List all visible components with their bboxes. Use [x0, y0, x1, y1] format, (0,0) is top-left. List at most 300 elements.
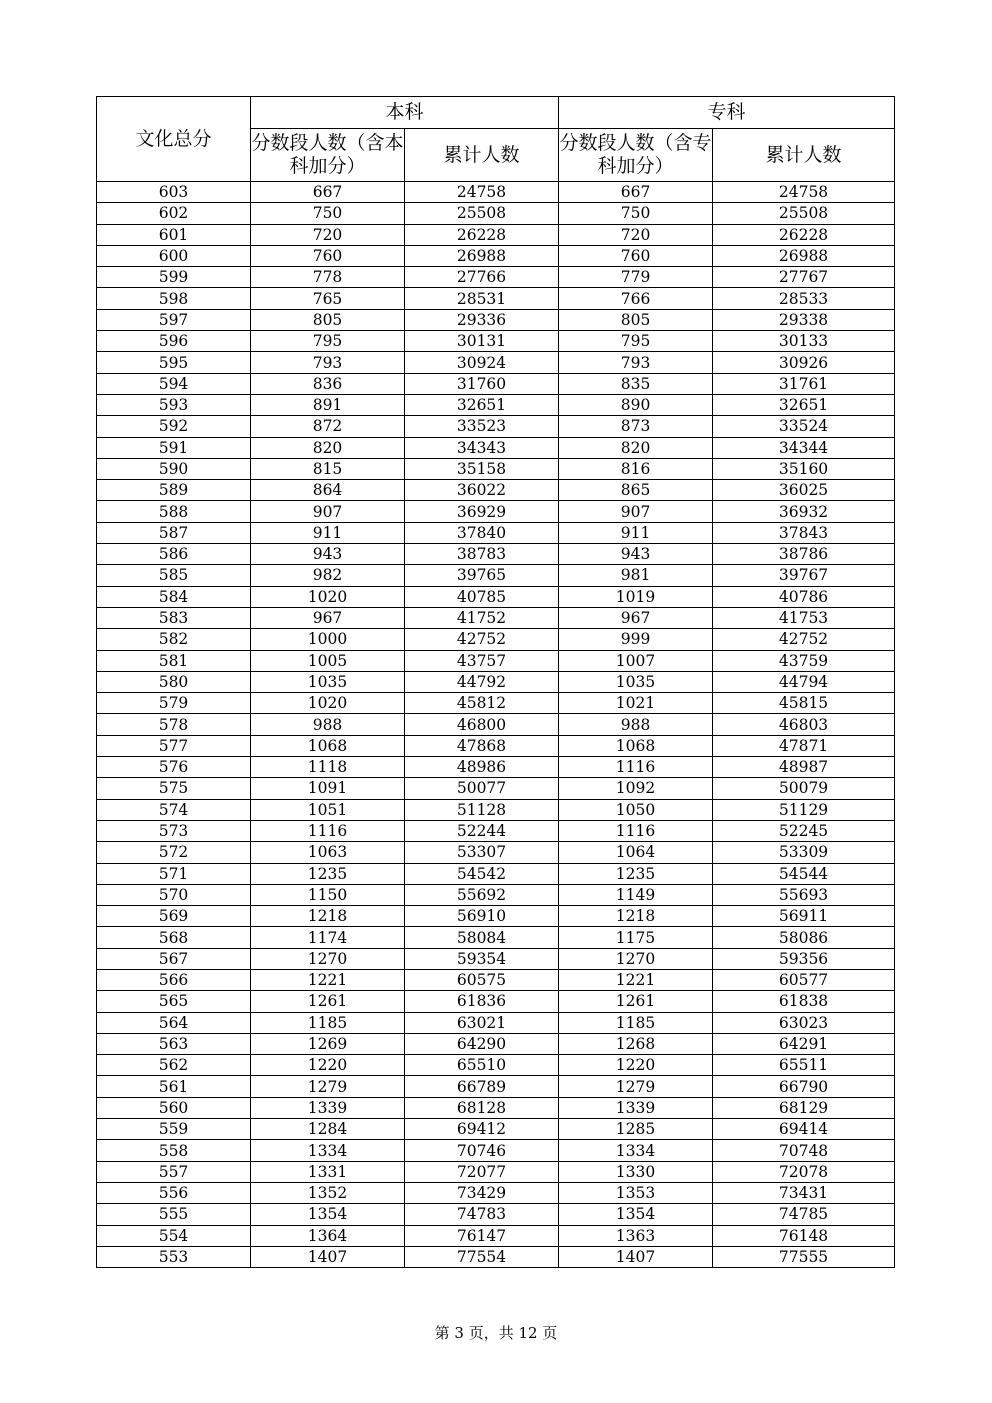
cell-undergrad-cumulative: 59354 — [405, 948, 559, 969]
cell-undergrad-segment: 911 — [251, 522, 405, 543]
cell-junior-segment: 750 — [559, 203, 713, 224]
cell-score: 557 — [97, 1161, 251, 1182]
cell-undergrad-segment: 778 — [251, 267, 405, 288]
cell-score: 598 — [97, 288, 251, 309]
cell-junior-cumulative: 43759 — [713, 650, 895, 671]
table-row — [97, 437, 895, 458]
cell-junior-segment: 793 — [559, 352, 713, 373]
cell-junior-segment: 1261 — [559, 991, 713, 1012]
cell-junior-cumulative: 55693 — [713, 884, 895, 905]
cell-junior-cumulative: 66790 — [713, 1076, 895, 1097]
cell-junior-segment: 816 — [559, 458, 713, 479]
cell-undergrad-segment: 765 — [251, 288, 405, 309]
cell-undergrad-segment: 1005 — [251, 650, 405, 671]
cell-score: 586 — [97, 544, 251, 565]
table-row — [97, 863, 895, 884]
cell-undergrad-segment: 1150 — [251, 884, 405, 905]
cell-junior-cumulative: 64291 — [713, 1033, 895, 1054]
cell-junior-cumulative: 76148 — [713, 1225, 895, 1246]
cell-junior-segment: 988 — [559, 714, 713, 735]
cell-junior-segment: 907 — [559, 501, 713, 522]
cell-junior-segment: 1270 — [559, 948, 713, 969]
cell-junior-cumulative: 35160 — [713, 458, 895, 479]
cell-junior-segment: 667 — [559, 182, 713, 203]
cell-score: 594 — [97, 373, 251, 394]
cell-junior-segment: 873 — [559, 416, 713, 437]
cell-junior-cumulative: 45815 — [713, 693, 895, 714]
cell-undergrad-cumulative: 56910 — [405, 906, 559, 927]
cell-junior-cumulative: 25508 — [713, 203, 895, 224]
cell-junior-cumulative: 59356 — [713, 948, 895, 969]
cell-junior-cumulative: 69414 — [713, 1119, 895, 1140]
table-row — [97, 671, 895, 692]
cell-undergrad-segment: 1220 — [251, 1055, 405, 1076]
table-row — [97, 565, 895, 586]
table-row — [97, 373, 895, 394]
cell-junior-cumulative: 31761 — [713, 373, 895, 394]
cell-junior-cumulative: 65511 — [713, 1055, 895, 1076]
table-row — [97, 884, 895, 905]
cell-undergrad-segment: 795 — [251, 331, 405, 352]
cell-junior-segment: 1050 — [559, 799, 713, 820]
cell-undergrad-segment: 1000 — [251, 629, 405, 650]
table-row — [97, 842, 895, 863]
cell-undergrad-cumulative: 38783 — [405, 544, 559, 565]
cell-score: 575 — [97, 778, 251, 799]
table-row — [97, 331, 895, 352]
cell-undergrad-segment: 1221 — [251, 969, 405, 990]
cell-junior-segment: 890 — [559, 394, 713, 415]
cell-junior-segment: 1064 — [559, 842, 713, 863]
cell-undergrad-segment: 1331 — [251, 1161, 405, 1182]
cell-score: 569 — [97, 906, 251, 927]
table-row — [97, 948, 895, 969]
cell-undergrad-segment: 864 — [251, 480, 405, 501]
cell-undergrad-segment: 1354 — [251, 1204, 405, 1225]
cell-junior-cumulative: 40786 — [713, 586, 895, 607]
cell-undergrad-segment: 1261 — [251, 991, 405, 1012]
cell-undergrad-cumulative: 34343 — [405, 437, 559, 458]
cell-junior-cumulative: 73431 — [713, 1182, 895, 1203]
cell-score: 601 — [97, 224, 251, 245]
cell-undergrad-cumulative: 40785 — [405, 586, 559, 607]
cell-junior-segment: 1175 — [559, 927, 713, 948]
cell-junior-segment: 805 — [559, 309, 713, 330]
cell-score: 581 — [97, 650, 251, 671]
cell-undergrad-segment: 1051 — [251, 799, 405, 820]
cell-undergrad-cumulative: 66789 — [405, 1076, 559, 1097]
table-row — [97, 650, 895, 671]
table-row — [97, 458, 895, 479]
cell-junior-segment: 820 — [559, 437, 713, 458]
table-row — [97, 757, 895, 778]
table-row — [97, 544, 895, 565]
cell-score: 580 — [97, 671, 251, 692]
cell-junior-segment: 943 — [559, 544, 713, 565]
cell-score: 578 — [97, 714, 251, 735]
cell-undergrad-cumulative: 24758 — [405, 182, 559, 203]
cell-junior-segment: 1149 — [559, 884, 713, 905]
cell-score: 563 — [97, 1033, 251, 1054]
table-row — [97, 288, 895, 309]
cell-junior-segment: 720 — [559, 224, 713, 245]
cell-junior-segment: 1334 — [559, 1140, 713, 1161]
cell-undergrad-cumulative: 26988 — [405, 245, 559, 266]
cell-score: 597 — [97, 309, 251, 330]
header-row-groups — [97, 97, 895, 129]
cell-undergrad-segment: 1270 — [251, 948, 405, 969]
cell-undergrad-segment: 1020 — [251, 586, 405, 607]
cell-junior-cumulative: 47871 — [713, 735, 895, 756]
cell-undergrad-segment: 1035 — [251, 671, 405, 692]
cell-junior-segment: 1353 — [559, 1182, 713, 1203]
cell-score: 603 — [97, 182, 251, 203]
header-junior-group: 专科 — [559, 97, 895, 129]
cell-junior-cumulative: 48987 — [713, 757, 895, 778]
cell-undergrad-cumulative: 28531 — [405, 288, 559, 309]
cell-undergrad-cumulative: 41752 — [405, 607, 559, 628]
cell-undergrad-cumulative: 51128 — [405, 799, 559, 820]
cell-undergrad-segment: 1091 — [251, 778, 405, 799]
table-row — [97, 394, 895, 415]
cell-undergrad-segment: 988 — [251, 714, 405, 735]
cell-junior-segment: 835 — [559, 373, 713, 394]
table-row — [97, 267, 895, 288]
cell-undergrad-cumulative: 70746 — [405, 1140, 559, 1161]
cell-score: 593 — [97, 394, 251, 415]
cell-undergrad-segment: 1334 — [251, 1140, 405, 1161]
table-row — [97, 182, 895, 203]
cell-junior-segment: 795 — [559, 331, 713, 352]
cell-score: 589 — [97, 480, 251, 501]
cell-undergrad-cumulative: 60575 — [405, 969, 559, 990]
cell-score: 564 — [97, 1012, 251, 1033]
cell-score: 584 — [97, 586, 251, 607]
cell-undergrad-segment: 793 — [251, 352, 405, 373]
cell-undergrad-cumulative: 54542 — [405, 863, 559, 884]
table-row — [97, 1097, 895, 1118]
cell-undergrad-segment: 1116 — [251, 820, 405, 841]
cell-junior-cumulative: 30133 — [713, 331, 895, 352]
cell-undergrad-segment: 760 — [251, 245, 405, 266]
table-row — [97, 1012, 895, 1033]
cell-undergrad-cumulative: 48986 — [405, 757, 559, 778]
cell-junior-segment: 766 — [559, 288, 713, 309]
cell-junior-segment: 1330 — [559, 1161, 713, 1182]
cell-junior-segment: 1279 — [559, 1076, 713, 1097]
cell-score: 590 — [97, 458, 251, 479]
cell-undergrad-segment: 1068 — [251, 735, 405, 756]
header-undergrad-segment: 分数段人数（含本科加分） — [251, 129, 405, 182]
cell-undergrad-segment: 891 — [251, 394, 405, 415]
cell-undergrad-cumulative: 39765 — [405, 565, 559, 586]
cell-score: 570 — [97, 884, 251, 905]
cell-junior-segment: 865 — [559, 480, 713, 501]
cell-score: 574 — [97, 799, 251, 820]
cell-junior-segment: 981 — [559, 565, 713, 586]
cell-undergrad-segment: 1218 — [251, 906, 405, 927]
cell-score: 583 — [97, 607, 251, 628]
table-row — [97, 820, 895, 841]
cell-undergrad-segment: 872 — [251, 416, 405, 437]
cell-score: 591 — [97, 437, 251, 458]
table-row — [97, 416, 895, 437]
page-footer: 第 3 页，共 12 页 — [434, 1324, 558, 1342]
cell-junior-cumulative: 60577 — [713, 969, 895, 990]
cell-junior-cumulative: 37843 — [713, 522, 895, 543]
cell-junior-cumulative: 44794 — [713, 671, 895, 692]
cell-junior-segment: 1339 — [559, 1097, 713, 1118]
cell-score: 599 — [97, 267, 251, 288]
cell-junior-segment: 967 — [559, 607, 713, 628]
cell-score: 577 — [97, 735, 251, 756]
cell-undergrad-cumulative: 47868 — [405, 735, 559, 756]
cell-junior-cumulative: 77555 — [713, 1246, 895, 1267]
table-row — [97, 1225, 895, 1246]
header-junior-cumulative: 累计人数 — [713, 129, 895, 182]
cell-junior-segment: 1019 — [559, 586, 713, 607]
header-junior-segment: 分数段人数（含专科加分） — [559, 129, 713, 182]
cell-score: 576 — [97, 757, 251, 778]
cell-score: 562 — [97, 1055, 251, 1076]
cell-junior-cumulative: 26988 — [713, 245, 895, 266]
cell-undergrad-segment: 1185 — [251, 1012, 405, 1033]
cell-undergrad-segment: 1020 — [251, 693, 405, 714]
cell-junior-segment: 1035 — [559, 671, 713, 692]
cell-undergrad-segment: 667 — [251, 182, 405, 203]
cell-score: 585 — [97, 565, 251, 586]
cell-undergrad-segment: 1339 — [251, 1097, 405, 1118]
table-row — [97, 1076, 895, 1097]
cell-junior-cumulative: 26228 — [713, 224, 895, 245]
cell-undergrad-segment: 967 — [251, 607, 405, 628]
cell-undergrad-cumulative: 27766 — [405, 267, 559, 288]
table-row — [97, 778, 895, 799]
cell-junior-cumulative: 27767 — [713, 267, 895, 288]
cell-score: 565 — [97, 991, 251, 1012]
cell-junior-cumulative: 54544 — [713, 863, 895, 884]
cell-junior-cumulative: 56911 — [713, 906, 895, 927]
cell-junior-cumulative: 74785 — [713, 1204, 895, 1225]
cell-score: 600 — [97, 245, 251, 266]
cell-junior-cumulative: 58086 — [713, 927, 895, 948]
cell-junior-segment: 1116 — [559, 757, 713, 778]
cell-undergrad-cumulative: 36022 — [405, 480, 559, 501]
cell-undergrad-segment: 720 — [251, 224, 405, 245]
cell-undergrad-cumulative: 73429 — [405, 1182, 559, 1203]
cell-score: 555 — [97, 1204, 251, 1225]
cell-undergrad-cumulative: 35158 — [405, 458, 559, 479]
cell-undergrad-cumulative: 36929 — [405, 501, 559, 522]
cell-junior-cumulative: 61838 — [713, 991, 895, 1012]
cell-junior-cumulative: 72078 — [713, 1161, 895, 1182]
table-row — [97, 1055, 895, 1076]
cell-junior-cumulative: 34344 — [713, 437, 895, 458]
table-row — [97, 799, 895, 820]
cell-undergrad-cumulative: 30924 — [405, 352, 559, 373]
cell-undergrad-cumulative: 61836 — [405, 991, 559, 1012]
cell-undergrad-segment: 1364 — [251, 1225, 405, 1246]
cell-undergrad-segment: 1284 — [251, 1119, 405, 1140]
header-score: 文化总分 — [97, 97, 251, 182]
cell-undergrad-cumulative: 58084 — [405, 927, 559, 948]
cell-junior-cumulative: 28533 — [713, 288, 895, 309]
cell-junior-segment: 779 — [559, 267, 713, 288]
cell-undergrad-cumulative: 50077 — [405, 778, 559, 799]
table-row — [97, 245, 895, 266]
cell-junior-cumulative: 36025 — [713, 480, 895, 501]
cell-undergrad-cumulative: 25508 — [405, 203, 559, 224]
cell-undergrad-segment: 907 — [251, 501, 405, 522]
cell-junior-cumulative: 32651 — [713, 394, 895, 415]
table-row — [97, 522, 895, 543]
cell-score: 572 — [97, 842, 251, 863]
table-row — [97, 352, 895, 373]
table-row — [97, 203, 895, 224]
cell-undergrad-segment: 943 — [251, 544, 405, 565]
cell-junior-segment: 1407 — [559, 1246, 713, 1267]
cell-undergrad-cumulative: 76147 — [405, 1225, 559, 1246]
cell-undergrad-cumulative: 32651 — [405, 394, 559, 415]
cell-junior-cumulative: 52245 — [713, 820, 895, 841]
cell-score: 561 — [97, 1076, 251, 1097]
cell-undergrad-cumulative: 43757 — [405, 650, 559, 671]
cell-score: 587 — [97, 522, 251, 543]
cell-junior-segment: 1235 — [559, 863, 713, 884]
cell-junior-segment: 999 — [559, 629, 713, 650]
cell-undergrad-segment: 1407 — [251, 1246, 405, 1267]
cell-undergrad-cumulative: 29336 — [405, 309, 559, 330]
cell-undergrad-cumulative: 30131 — [405, 331, 559, 352]
cell-score: 596 — [97, 331, 251, 352]
table-row — [97, 1182, 895, 1203]
cell-score: 560 — [97, 1097, 251, 1118]
cell-score: 571 — [97, 863, 251, 884]
header-undergrad-group: 本科 — [251, 97, 559, 129]
cell-undergrad-cumulative: 63021 — [405, 1012, 559, 1033]
cell-junior-cumulative: 51129 — [713, 799, 895, 820]
cell-undergrad-segment: 1279 — [251, 1076, 405, 1097]
cell-junior-segment: 1354 — [559, 1204, 713, 1225]
cell-junior-cumulative: 70748 — [713, 1140, 895, 1161]
cell-undergrad-segment: 805 — [251, 309, 405, 330]
cell-score: 558 — [97, 1140, 251, 1161]
cell-junior-segment: 1268 — [559, 1033, 713, 1054]
cell-undergrad-cumulative: 55692 — [405, 884, 559, 905]
table-body — [97, 182, 895, 1268]
table-row — [97, 1140, 895, 1161]
cell-score: 582 — [97, 629, 251, 650]
table-row — [97, 906, 895, 927]
cell-score: 595 — [97, 352, 251, 373]
cell-undergrad-cumulative: 52244 — [405, 820, 559, 841]
cell-undergrad-cumulative: 46800 — [405, 714, 559, 735]
cell-undergrad-cumulative: 64290 — [405, 1033, 559, 1054]
cell-undergrad-segment: 815 — [251, 458, 405, 479]
cell-score: 559 — [97, 1119, 251, 1140]
cell-undergrad-cumulative: 74783 — [405, 1204, 559, 1225]
cell-score: 554 — [97, 1225, 251, 1246]
cell-undergrad-cumulative: 37840 — [405, 522, 559, 543]
cell-score: 602 — [97, 203, 251, 224]
cell-undergrad-cumulative: 45812 — [405, 693, 559, 714]
table-row — [97, 1246, 895, 1267]
cell-junior-segment: 1285 — [559, 1119, 713, 1140]
cell-undergrad-cumulative: 72077 — [405, 1161, 559, 1182]
cell-undergrad-segment: 750 — [251, 203, 405, 224]
cell-junior-cumulative: 39767 — [713, 565, 895, 586]
table-header — [97, 97, 895, 182]
cell-undergrad-segment: 1235 — [251, 863, 405, 884]
header-undergrad-cumulative: 累计人数 — [405, 129, 559, 182]
cell-undergrad-cumulative: 33523 — [405, 416, 559, 437]
cell-undergrad-cumulative: 77554 — [405, 1246, 559, 1267]
cell-junior-segment: 1220 — [559, 1055, 713, 1076]
cell-junior-cumulative: 38786 — [713, 544, 895, 565]
cell-junior-cumulative: 36932 — [713, 501, 895, 522]
cell-undergrad-segment: 1174 — [251, 927, 405, 948]
table-row — [97, 693, 895, 714]
cell-junior-segment: 1185 — [559, 1012, 713, 1033]
cell-undergrad-cumulative: 31760 — [405, 373, 559, 394]
cell-junior-segment: 1363 — [559, 1225, 713, 1246]
cell-score: 567 — [97, 948, 251, 969]
cell-junior-cumulative: 41753 — [713, 607, 895, 628]
table-row — [97, 927, 895, 948]
cell-undergrad-segment: 1269 — [251, 1033, 405, 1054]
cell-junior-segment: 1218 — [559, 906, 713, 927]
table-row — [97, 480, 895, 501]
cell-junior-cumulative: 24758 — [713, 182, 895, 203]
cell-junior-cumulative: 30926 — [713, 352, 895, 373]
table-row — [97, 629, 895, 650]
table-row — [97, 969, 895, 990]
cell-undergrad-cumulative: 68128 — [405, 1097, 559, 1118]
table-row — [97, 309, 895, 330]
cell-junior-segment: 1007 — [559, 650, 713, 671]
cell-junior-segment: 911 — [559, 522, 713, 543]
cell-junior-segment: 1068 — [559, 735, 713, 756]
cell-score: 553 — [97, 1246, 251, 1267]
table-row — [97, 586, 895, 607]
cell-junior-segment: 1092 — [559, 778, 713, 799]
cell-score: 566 — [97, 969, 251, 990]
cell-junior-cumulative: 42752 — [713, 629, 895, 650]
cell-junior-cumulative: 33524 — [713, 416, 895, 437]
table-row — [97, 607, 895, 628]
table-row — [97, 224, 895, 245]
cell-undergrad-cumulative: 26228 — [405, 224, 559, 245]
table-row — [97, 501, 895, 522]
cell-score: 556 — [97, 1182, 251, 1203]
cell-junior-cumulative: 63023 — [713, 1012, 895, 1033]
cell-score: 592 — [97, 416, 251, 437]
cell-undergrad-cumulative: 44792 — [405, 671, 559, 692]
cell-junior-cumulative: 29338 — [713, 309, 895, 330]
cell-junior-cumulative: 46803 — [713, 714, 895, 735]
cell-undergrad-cumulative: 69412 — [405, 1119, 559, 1140]
cell-score: 579 — [97, 693, 251, 714]
table-row — [97, 714, 895, 735]
cell-undergrad-segment: 982 — [251, 565, 405, 586]
cell-undergrad-segment: 820 — [251, 437, 405, 458]
cell-undergrad-segment: 836 — [251, 373, 405, 394]
table-row — [97, 1119, 895, 1140]
cell-undergrad-segment: 1118 — [251, 757, 405, 778]
cell-junior-cumulative: 50079 — [713, 778, 895, 799]
cell-junior-segment: 1116 — [559, 820, 713, 841]
table-row — [97, 1204, 895, 1225]
